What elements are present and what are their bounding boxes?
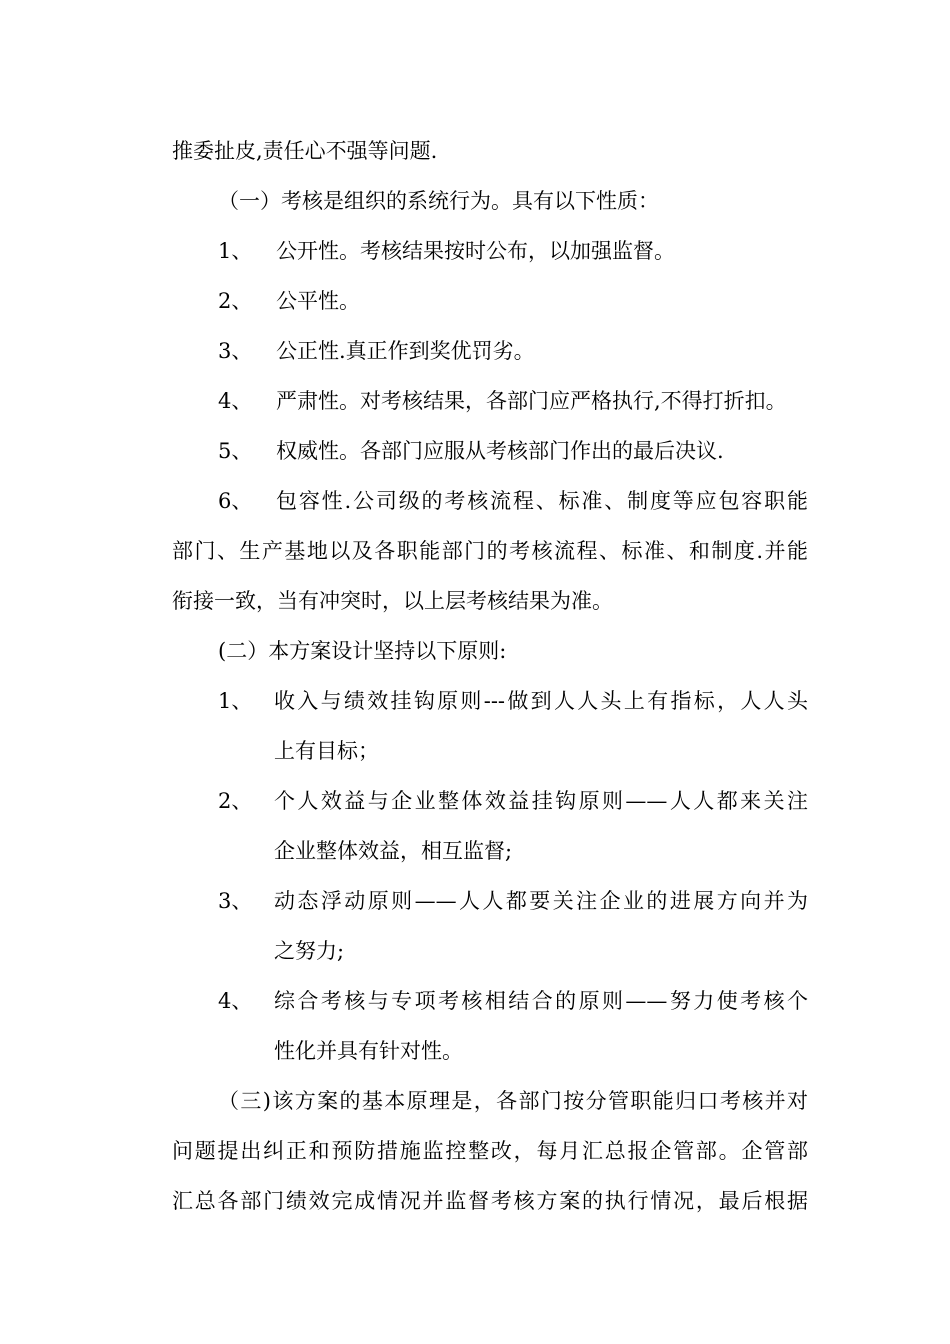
section2-item3-line1: 动态浮动原则——人人都要关注企业的进展方向并为 xyxy=(274,889,808,913)
section3-line2: 问题提出纠正和预防措施监控整改，每月汇总报企管部。企管部 xyxy=(172,1139,808,1163)
section1-item5-text: 权威性。各部门应服从考核部门作出的最后决议. xyxy=(276,439,724,463)
section1-item6-number: 6、 xyxy=(218,489,253,513)
section1-item4-text: 严肃性。对考核结果，各部门应严格执行,不得打折扣。 xyxy=(276,389,787,413)
section2-heading: (二）本方案设计坚持以下原则: xyxy=(218,639,507,663)
section2-item2-line1: 个人效益与企业整体效益挂钩原则——人人都来关注 xyxy=(274,789,808,813)
section1-heading: （一）考核是组织的系统行为。具有以下性质： xyxy=(218,189,659,213)
section1-item4-number: 4、 xyxy=(218,389,253,413)
section1-item2-text: 公平性。 xyxy=(276,289,360,313)
section2-item4-line1: 综合考核与专项考核相结合的原则——努力使考核个 xyxy=(274,989,808,1013)
section2-item4-line2: 性化并具有针对性。 xyxy=(274,1039,463,1063)
section2-item3-number: 3、 xyxy=(218,889,253,913)
section1-item6-line1: 包容性.公司级的考核流程、标准、制度等应包容职能 xyxy=(276,489,808,513)
intro-tail-line: 推委扯皮,责任心不强等问题. xyxy=(172,139,438,163)
section2-item2-number: 2、 xyxy=(218,789,253,813)
section2-item2-line2: 企业整体效益，相互监督; xyxy=(274,839,513,863)
section1-item3-text: 公正性.真正作到奖优罚劣。 xyxy=(276,339,535,363)
section3-line3: 汇总各部门绩效完成情况并监督考核方案的执行情况，最后根据 xyxy=(172,1189,808,1213)
section2-item1-line2: 上有目标； xyxy=(274,739,379,763)
section1-item6-line3: 衔接一致，当有冲突时，以上层考核结果为准。 xyxy=(172,589,613,613)
section3-line1: （三)该方案的基本原理是，各部门按分管职能归口考核并对 xyxy=(218,1089,808,1113)
section2-item1-number: 1、 xyxy=(218,689,253,713)
section1-item1-text: 公开性。考核结果按时公布，以加强监督。 xyxy=(276,239,675,263)
section1-item5-number: 5、 xyxy=(218,439,253,463)
section1-item3-number: 3、 xyxy=(218,339,253,363)
section1-item1-number: 1、 xyxy=(218,239,253,263)
section2-item4-number: 4、 xyxy=(218,989,253,1013)
section1-item6-line2: 部门、生产基地以及各职能部门的考核流程、标准、和制度.并能 xyxy=(172,539,808,563)
section2-item1-line1: 收入与绩效挂钩原则---做到人人头上有指标，人人头 xyxy=(274,689,808,713)
section2-item3-line2: 之努力; xyxy=(274,939,345,963)
section1-item2-number: 2、 xyxy=(218,289,253,313)
